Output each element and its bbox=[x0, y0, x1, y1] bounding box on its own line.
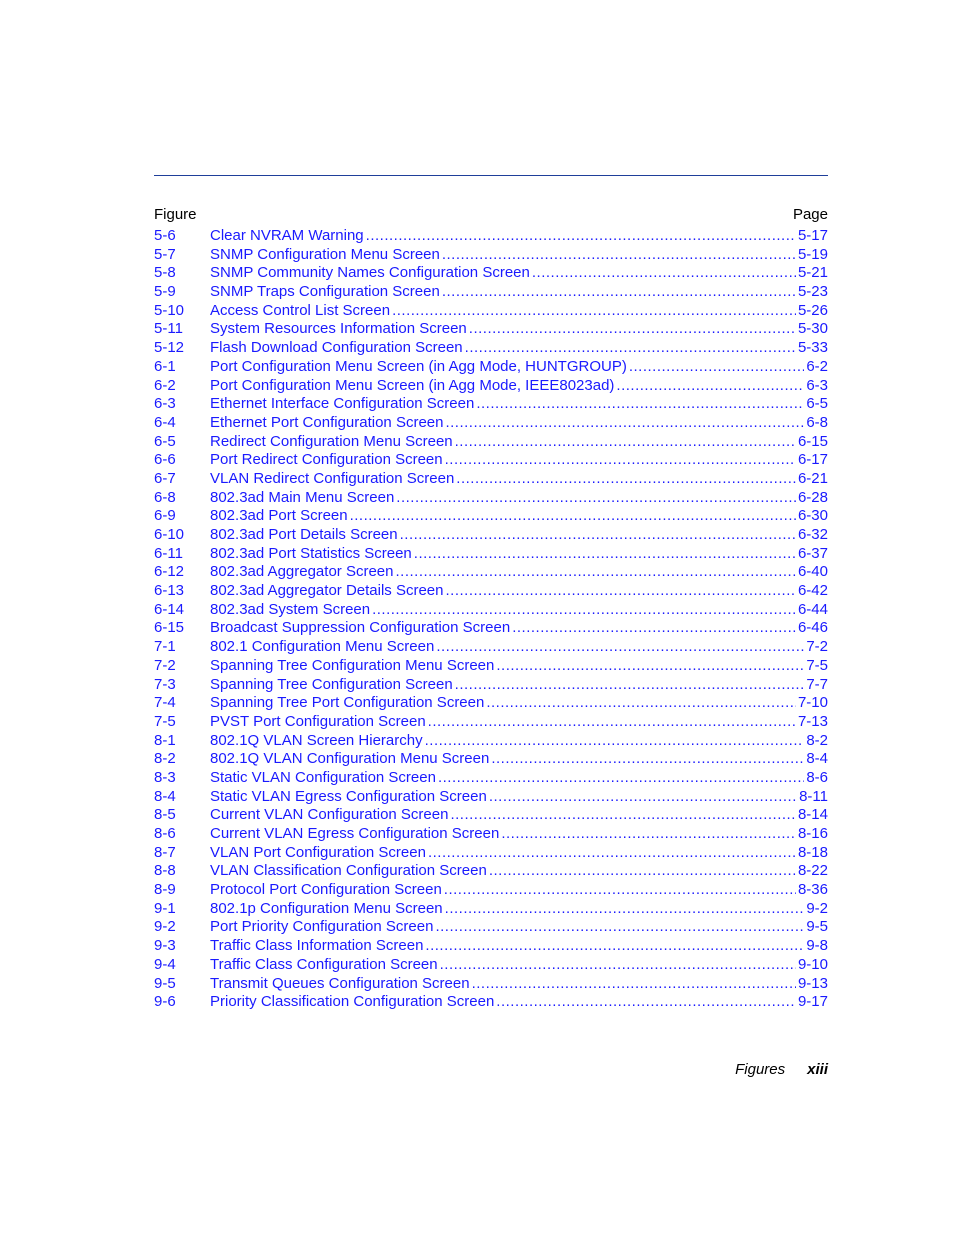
page-reference: 5-21 bbox=[797, 264, 828, 282]
dot-leader bbox=[440, 956, 796, 975]
figure-title: Port Priority Configuration Screen bbox=[210, 918, 434, 936]
page-reference: 6-2 bbox=[806, 357, 828, 375]
figure-title: Current VLAN Configuration Screen bbox=[210, 806, 449, 824]
figure-number: 8-3 bbox=[154, 768, 176, 786]
page-reference: 9-13 bbox=[797, 974, 828, 992]
page-reference: 6-40 bbox=[797, 563, 828, 581]
page-reference: 5-19 bbox=[797, 245, 828, 263]
toc-entry[interactable] bbox=[154, 246, 828, 265]
figure-title: Priority Classification Configuration Screen bbox=[210, 993, 495, 1011]
figure-title: 802.3ad Port Statistics Screen bbox=[210, 544, 412, 562]
toc-entry[interactable] bbox=[154, 993, 828, 1012]
figure-number: 9-5 bbox=[154, 974, 176, 992]
figure-list bbox=[154, 227, 828, 1012]
page-reference: 6-30 bbox=[797, 507, 828, 525]
dot-leader bbox=[428, 844, 796, 863]
toc-entry[interactable] bbox=[154, 713, 828, 732]
dot-leader bbox=[455, 676, 805, 695]
figure-number: 7-3 bbox=[154, 675, 176, 693]
page-reference: 7-5 bbox=[806, 656, 828, 674]
page-reference: 6-28 bbox=[797, 488, 828, 506]
figure-title: Broadcast Suppression Configuration Screen bbox=[210, 619, 511, 637]
figure-number: 8-9 bbox=[154, 881, 176, 899]
dot-leader bbox=[438, 769, 804, 788]
dot-leader bbox=[350, 507, 796, 526]
figure-number: 6-9 bbox=[154, 507, 176, 525]
page-reference: 5-26 bbox=[797, 301, 828, 319]
figure-title: PVST Port Configuration Screen bbox=[210, 712, 426, 730]
figure-number: 8-2 bbox=[154, 750, 176, 768]
dot-leader bbox=[446, 582, 796, 601]
dot-leader bbox=[486, 694, 796, 713]
toc-entry[interactable] bbox=[154, 358, 828, 377]
page-reference: 7-13 bbox=[797, 712, 828, 730]
figure-title: System Resources Information Screen bbox=[210, 320, 467, 338]
page-reference: 6-42 bbox=[797, 582, 828, 600]
figure-number: 5-7 bbox=[154, 245, 176, 263]
dot-leader bbox=[442, 283, 796, 302]
figure-number: 6-1 bbox=[154, 357, 176, 375]
page-reference: 6-8 bbox=[806, 413, 828, 431]
page-reference: 5-30 bbox=[797, 320, 828, 338]
figure-number: 6-10 bbox=[154, 526, 185, 543]
figure-title: Traffic Class Configuration Screen bbox=[210, 955, 438, 973]
figure-title: VLAN Redirect Configuration Screen bbox=[210, 469, 455, 487]
toc-entry[interactable] bbox=[154, 937, 828, 956]
figure-number: 6-5 bbox=[154, 432, 176, 450]
figure-number: 7-5 bbox=[154, 712, 176, 730]
figure-title: Protocol Port Configuration Screen bbox=[210, 881, 442, 899]
footer-section-name: Figures bbox=[735, 1061, 786, 1078]
figure-title: 802.1Q VLAN Screen Hierarchy bbox=[210, 731, 423, 749]
page-reference: 8-2 bbox=[806, 731, 828, 749]
toc-entry[interactable] bbox=[154, 769, 828, 788]
figure-number: 7-2 bbox=[154, 656, 176, 674]
page-reference: 8-36 bbox=[797, 881, 828, 899]
toc-entry[interactable] bbox=[154, 918, 828, 937]
page-reference: 5-17 bbox=[797, 227, 828, 244]
page-reference: 9-2 bbox=[806, 899, 828, 917]
figure-number: 8-7 bbox=[154, 843, 176, 861]
page-reference: 7-10 bbox=[797, 694, 828, 712]
figure-number: 5-10 bbox=[154, 301, 185, 319]
dot-leader bbox=[445, 451, 796, 470]
toc-entry[interactable] bbox=[154, 881, 828, 900]
toc-column-headers bbox=[154, 206, 828, 223]
toc-entry[interactable] bbox=[154, 414, 828, 433]
dot-leader bbox=[395, 563, 795, 582]
toc-entry[interactable] bbox=[154, 825, 828, 844]
dot-leader bbox=[489, 862, 796, 881]
dot-leader bbox=[489, 788, 797, 807]
dot-leader bbox=[428, 713, 796, 732]
toc-entry[interactable] bbox=[154, 320, 828, 339]
figure-number: 6-2 bbox=[154, 376, 176, 394]
figure-title: Spanning Tree Configuration Screen bbox=[210, 675, 453, 693]
toc-entry[interactable] bbox=[154, 582, 828, 601]
dot-leader bbox=[400, 526, 796, 545]
figure-number: 8-4 bbox=[154, 787, 176, 805]
dot-leader bbox=[469, 320, 796, 339]
figure-number: 6-12 bbox=[154, 563, 185, 581]
figure-number: 6-13 bbox=[154, 582, 185, 600]
page-reference: 8-22 bbox=[797, 862, 828, 880]
figure-title: 802.1Q VLAN Configuration Menu Screen bbox=[210, 750, 490, 768]
dot-leader bbox=[366, 227, 796, 246]
page-reference: 6-32 bbox=[797, 526, 828, 543]
page-reference: 9-10 bbox=[797, 955, 828, 973]
figure-number: 6-6 bbox=[154, 451, 176, 469]
dot-leader bbox=[445, 414, 804, 433]
page-reference: 8-4 bbox=[806, 750, 828, 768]
figure-title: Ethernet Interface Configuration Screen bbox=[210, 395, 475, 413]
figure-title: 802.3ad Port Screen bbox=[210, 507, 348, 525]
page-reference: 8-18 bbox=[797, 843, 828, 861]
figure-title: Flash Download Configuration Screen bbox=[210, 339, 463, 357]
figure-title: 802.3ad System Screen bbox=[210, 600, 371, 618]
figure-number: 6-7 bbox=[154, 469, 176, 487]
figure-column-label: Figure bbox=[154, 206, 197, 223]
figure-number: 6-14 bbox=[154, 600, 185, 618]
figure-title: VLAN Port Configuration Screen bbox=[210, 843, 426, 861]
figure-number: 5-9 bbox=[154, 283, 176, 301]
page-reference: 6-15 bbox=[797, 432, 828, 450]
toc-entry[interactable] bbox=[154, 750, 828, 769]
figure-title: Ethernet Port Configuration Screen bbox=[210, 413, 444, 431]
toc-entry[interactable] bbox=[154, 377, 828, 396]
toc-entry[interactable] bbox=[154, 395, 828, 414]
figure-number: 6-11 bbox=[154, 544, 183, 562]
figure-title: Redirect Configuration Menu Screen bbox=[210, 432, 453, 450]
figure-number: 9-6 bbox=[154, 993, 176, 1011]
figure-title: Access Control List Screen bbox=[210, 301, 391, 319]
page-reference: 8-11 bbox=[799, 787, 828, 805]
toc-entry[interactable] bbox=[154, 302, 828, 321]
page-reference: 6-21 bbox=[797, 469, 828, 487]
dot-leader bbox=[455, 433, 796, 452]
toc-entry[interactable] bbox=[154, 339, 828, 358]
figure-number: 5-8 bbox=[154, 264, 176, 282]
figure-number: 5-6 bbox=[154, 227, 176, 244]
page-reference: 6-3 bbox=[806, 376, 828, 394]
dot-leader bbox=[436, 638, 804, 657]
page-reference: 5-33 bbox=[797, 339, 828, 357]
figure-title: Spanning Tree Configuration Menu Screen bbox=[210, 656, 495, 674]
toc-entry[interactable] bbox=[154, 694, 828, 713]
figure-title: 802.1p Configuration Menu Screen bbox=[210, 899, 443, 917]
figure-title: 802.3ad Aggregator Screen bbox=[210, 563, 394, 581]
dot-leader bbox=[472, 975, 796, 994]
toc-entry[interactable] bbox=[154, 732, 828, 751]
dot-leader bbox=[491, 750, 804, 769]
page-column-label: Page bbox=[792, 206, 828, 223]
page-reference: 7-2 bbox=[806, 638, 828, 656]
page-reference: 9-8 bbox=[806, 937, 828, 955]
figure-number: 8-1 bbox=[154, 731, 176, 749]
toc-entry[interactable] bbox=[154, 638, 828, 657]
figure-number: 9-3 bbox=[154, 937, 176, 955]
figure-title: Port Configuration Menu Screen (in Agg Mode, HUNTGROUP) bbox=[210, 357, 627, 375]
page-reference: 6-44 bbox=[797, 600, 828, 618]
toc-entry[interactable] bbox=[154, 545, 828, 564]
figure-title: SNMP Traps Configuration Screen bbox=[210, 283, 440, 301]
figure-title: Static VLAN Configuration Screen bbox=[210, 768, 436, 786]
page-footer bbox=[735, 1061, 828, 1078]
toc-entry[interactable] bbox=[154, 563, 828, 582]
toc-entry[interactable] bbox=[154, 451, 828, 470]
figure-title: 802.1 Configuration Menu Screen bbox=[210, 638, 435, 656]
toc-entry[interactable] bbox=[154, 433, 828, 452]
figure-number: 5-11 bbox=[154, 320, 183, 338]
dot-leader bbox=[396, 489, 796, 508]
toc-entry[interactable] bbox=[154, 470, 828, 489]
toc-entry[interactable] bbox=[154, 788, 828, 807]
dot-leader bbox=[629, 358, 804, 377]
toc-entry[interactable] bbox=[154, 227, 828, 246]
toc-entry[interactable] bbox=[154, 844, 828, 863]
dot-leader bbox=[435, 918, 804, 937]
page-reference: 6-37 bbox=[797, 544, 828, 562]
dot-leader bbox=[456, 470, 796, 489]
toc-entry[interactable] bbox=[154, 507, 828, 526]
dot-leader bbox=[532, 264, 796, 283]
toc-entry[interactable] bbox=[154, 526, 828, 545]
toc-entry[interactable] bbox=[154, 676, 828, 695]
dot-leader bbox=[476, 395, 804, 414]
figure-title: Static VLAN Egress Configuration Screen bbox=[210, 787, 487, 805]
footer-page-number: xiii bbox=[807, 1061, 828, 1078]
figure-title: SNMP Configuration Menu Screen bbox=[210, 245, 440, 263]
figure-number: 6-15 bbox=[154, 619, 185, 637]
page-reference: 6-17 bbox=[797, 451, 828, 469]
figure-title: VLAN Classification Configuration Screen bbox=[210, 862, 487, 880]
figure-title: Port Redirect Configuration Screen bbox=[210, 451, 443, 469]
dot-leader bbox=[496, 657, 804, 676]
figure-title: Clear NVRAM Warning bbox=[210, 227, 364, 244]
toc-entry[interactable] bbox=[154, 657, 828, 676]
figure-number: 6-8 bbox=[154, 488, 176, 506]
page-reference: 8-6 bbox=[806, 768, 828, 786]
figure-number: 7-1 bbox=[154, 638, 176, 656]
figure-title: 802.3ad Aggregator Details Screen bbox=[210, 582, 444, 600]
figure-title: SNMP Community Names Configuration Screen bbox=[210, 264, 530, 282]
page-reference: 9-5 bbox=[806, 918, 828, 936]
toc-entry[interactable] bbox=[154, 900, 828, 919]
page-reference: 8-16 bbox=[797, 825, 828, 842]
dot-leader bbox=[496, 993, 796, 1012]
figure-title: Current VLAN Egress Configuration Screen bbox=[210, 825, 500, 842]
figure-number: 9-2 bbox=[154, 918, 176, 936]
dot-leader bbox=[501, 825, 796, 844]
dot-leader bbox=[450, 806, 796, 825]
toc-entry[interactable] bbox=[154, 956, 828, 975]
figure-number: 7-4 bbox=[154, 694, 176, 712]
page-reference: 8-14 bbox=[797, 806, 828, 824]
figure-number: 8-8 bbox=[154, 862, 176, 880]
figure-number: 5-12 bbox=[154, 339, 185, 357]
page-reference: 9-17 bbox=[797, 993, 828, 1011]
dot-leader bbox=[512, 619, 796, 638]
figure-number: 8-5 bbox=[154, 806, 176, 824]
toc-entry[interactable] bbox=[154, 806, 828, 825]
toc-entry[interactable] bbox=[154, 601, 828, 620]
toc-entry[interactable] bbox=[154, 283, 828, 302]
page-reference: 6-5 bbox=[806, 395, 828, 413]
figure-number: 9-4 bbox=[154, 955, 176, 973]
dot-leader bbox=[616, 377, 804, 396]
page-reference: 6-46 bbox=[797, 619, 828, 637]
dot-leader bbox=[425, 732, 805, 751]
dot-leader bbox=[392, 302, 796, 321]
dot-leader bbox=[425, 937, 804, 956]
figure-title: Traffic Class Information Screen bbox=[210, 937, 424, 955]
dot-leader bbox=[372, 601, 796, 620]
figure-title: 802.3ad Port Details Screen bbox=[210, 526, 398, 543]
toc-entry[interactable] bbox=[154, 264, 828, 283]
figure-number: 8-6 bbox=[154, 825, 176, 842]
figure-title: 802.3ad Main Menu Screen bbox=[210, 488, 395, 506]
figure-title: Spanning Tree Port Configuration Screen bbox=[210, 694, 485, 712]
figure-number: 9-1 bbox=[154, 899, 176, 917]
toc-entry[interactable] bbox=[154, 619, 828, 638]
toc-entry[interactable] bbox=[154, 975, 828, 994]
figure-number: 6-4 bbox=[154, 413, 176, 431]
toc-entry[interactable] bbox=[154, 489, 828, 508]
header-rule bbox=[154, 175, 828, 176]
dot-leader bbox=[442, 246, 796, 265]
page-reference: 7-7 bbox=[806, 675, 828, 693]
toc-entry[interactable] bbox=[154, 862, 828, 881]
figure-title: Port Configuration Menu Screen (in Agg Mode, IEEE8023ad) bbox=[210, 376, 615, 394]
page-reference: 5-23 bbox=[797, 283, 828, 301]
dot-leader bbox=[444, 881, 796, 900]
figure-title: Transmit Queues Configuration Screen bbox=[210, 974, 470, 992]
dot-leader bbox=[414, 545, 796, 564]
dot-leader bbox=[465, 339, 796, 358]
dot-leader bbox=[445, 900, 805, 919]
figure-number: 6-3 bbox=[154, 395, 176, 413]
